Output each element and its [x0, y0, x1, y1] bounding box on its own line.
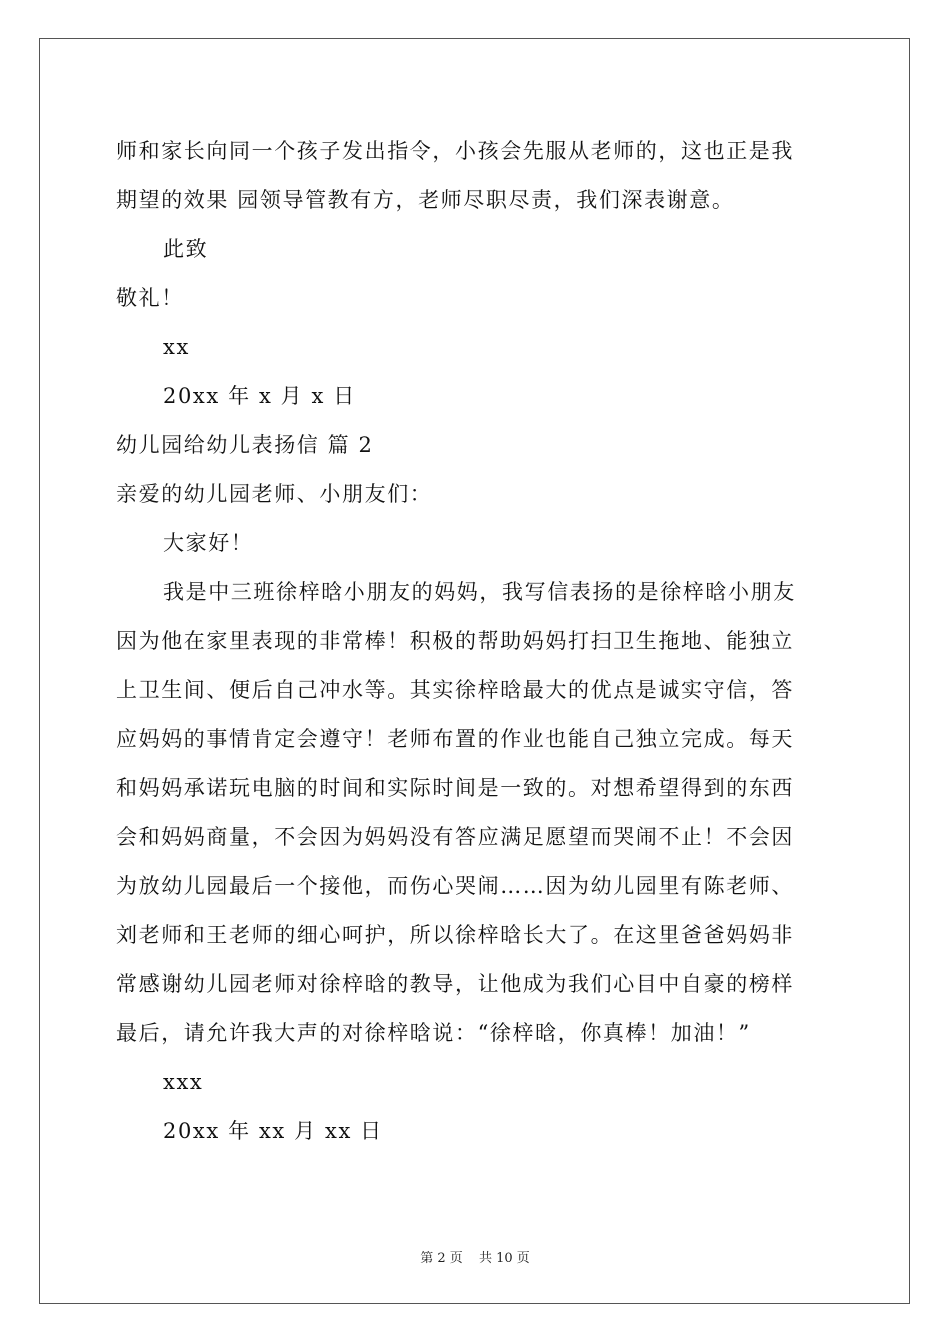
- letter2-body-line: 为放幼儿园最后一个接他，而伤心哭闹……因为幼儿园里有陈老师、: [116, 874, 794, 898]
- letter1-body-line: 师和家长向同一个孩子发出指令，小孩会先服从老师的，这也正是我: [116, 139, 794, 163]
- letter2-body-line: 应妈妈的事情肯定会遵守！老师布置的作业也能自己独立完成。每天: [116, 727, 794, 751]
- letter2-body-line: 会和妈妈商量，不会因为妈妈没有答应满足愿望而哭闹不止！不会因: [116, 825, 794, 849]
- page-footer: [0, 1247, 950, 1266]
- letter1-closing: 此致: [163, 237, 209, 261]
- letter2-body-line: 和妈妈承诺玩电脑的时间和实际时间是一致的。对想希望得到的东西: [116, 776, 794, 800]
- letter1-signature: xx: [163, 335, 190, 359]
- letter2-date: 20xx 年 xx 月 xx 日: [163, 1119, 383, 1143]
- letter2-signature: xxx: [163, 1070, 204, 1094]
- letter2-body-line: 最后，请允许我大声的对徐梓晗说：“徐梓晗，你真棒！加油！”: [116, 1021, 751, 1045]
- letter2-title: 幼儿园给幼儿表扬信 篇 2: [116, 433, 374, 457]
- letter1-salute: 敬礼！: [116, 286, 184, 310]
- letter2-body-line: 我是中三班徐梓晗小朋友的妈妈，我写信表扬的是徐梓晗小朋友: [163, 580, 796, 604]
- letter2-body-line: 因为他在家里表现的非常棒！积极的帮助妈妈打扫卫生拖地、能独立: [116, 629, 794, 653]
- letter2-body-line: 上卫生间、便后自己冲水等。其实徐梓晗最大的优点是诚实守信，答: [116, 678, 794, 702]
- letter1-date: 20xx 年 x 月 x 日: [163, 384, 356, 408]
- letter2-body-line: 刘老师和王老师的细心呵护，所以徐梓晗长大了。在这里爸爸妈妈非: [116, 923, 794, 947]
- document-body: [116, 127, 836, 1156]
- letter2-body-line: 常感谢幼儿园老师对徐梓晗的教导，让他成为我们心目中自豪的榜样: [116, 972, 794, 996]
- letter2-addressee: 亲爱的幼儿园老师、小朋友们：: [116, 482, 433, 506]
- page-total: 共 10 页: [478, 1251, 530, 1266]
- page-number: 第 2 页: [420, 1251, 463, 1266]
- letter1-body-line: 期望的效果 园领导管教有方，老师尽职尽责，我们深表谢意。: [116, 188, 735, 212]
- letter2-greeting: 大家好！: [163, 531, 254, 555]
